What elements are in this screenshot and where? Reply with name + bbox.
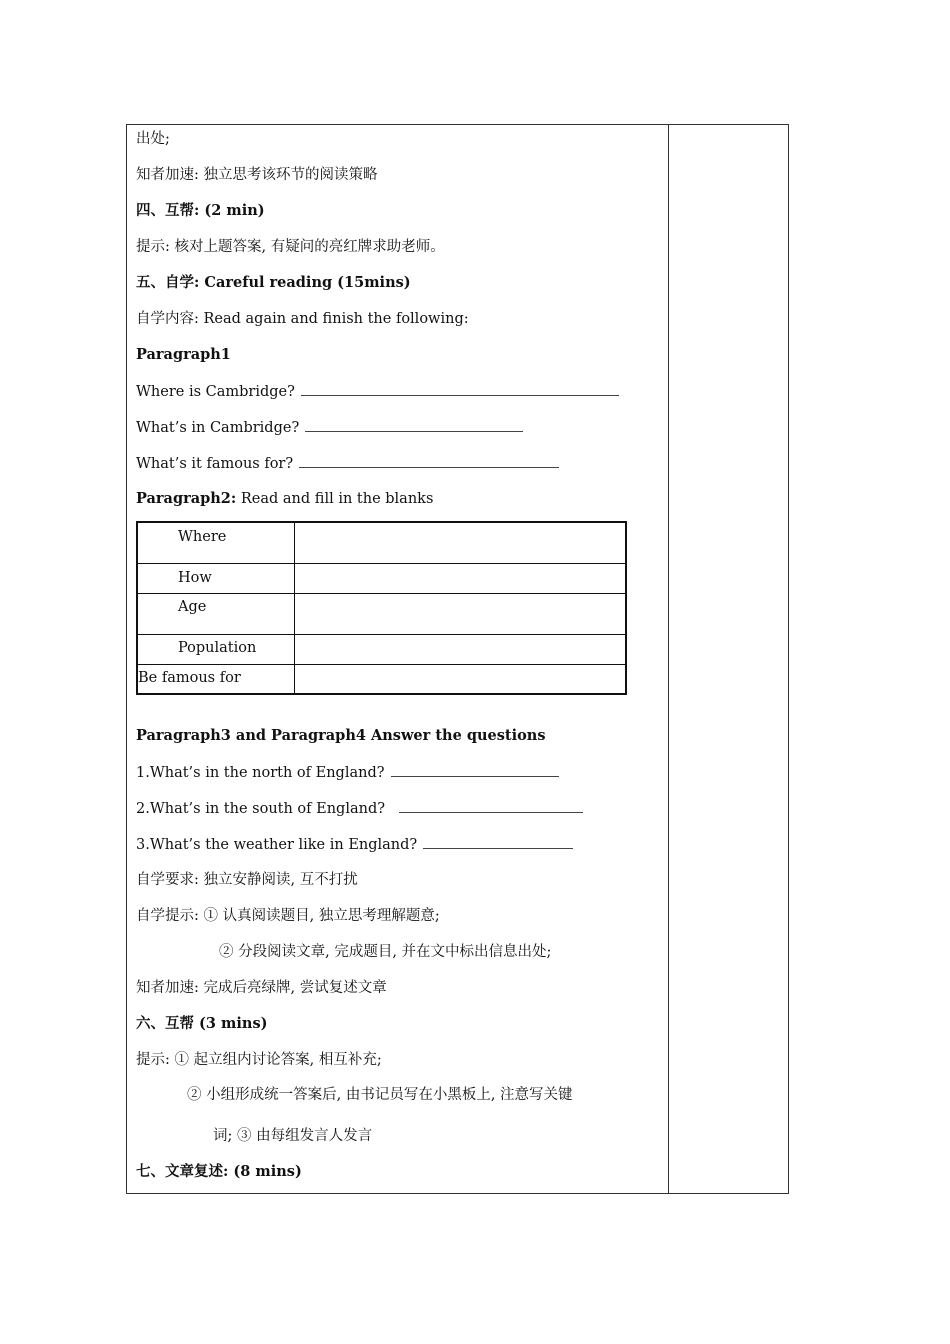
table-row (138, 594, 625, 635)
text-line: ② 小组形成统一答案后, 由书记员写在小黑板上, 注意写关键 (187, 1087, 573, 1103)
text-line: 提示: 核对上题答案, 有疑问的亮红牌求助老师。 (136, 239, 445, 255)
question-text: Where is Cambridge? (136, 384, 295, 400)
table-row-label: How (178, 570, 212, 586)
answer-blank[interactable] (391, 762, 559, 777)
table-row-label: Age (178, 599, 207, 615)
paragraph-label: Paragraph2: (136, 490, 237, 507)
lesson-plan-table (126, 124, 789, 1194)
text-line: 自学要求: 独立安静阅读, 互不打扰 (136, 872, 358, 888)
paragraph-instruction: Read and fill in the blanks (236, 491, 434, 507)
fill-in-table (136, 521, 627, 695)
question-line (136, 798, 583, 819)
section-heading: 五、自学: Careful reading (15mins) (136, 274, 411, 291)
question-line (136, 381, 619, 402)
answer-blank[interactable] (399, 798, 583, 813)
table-row-label: Be famous for (138, 670, 241, 686)
table-row (138, 523, 625, 564)
question-line (136, 762, 559, 783)
section-heading: 七、文章复述: (8 mins) (136, 1163, 302, 1180)
text-line: 自学提示: ① 认真阅读题目, 独立思考理解题意; (136, 908, 440, 924)
text-line: 知者加速: 独立思考该环节的阅读策略 (136, 167, 378, 183)
answer-blank[interactable] (301, 381, 619, 396)
text-line: 知者加速: 完成后亮绿牌, 尝试复述文章 (136, 980, 387, 996)
question-line (136, 834, 573, 855)
question-text: 2.What’s in the south of England? (136, 801, 386, 817)
table-row (138, 564, 625, 594)
paragraph-heading (136, 489, 433, 509)
table-row-label: Where (178, 529, 227, 545)
question-text: 1.What’s in the north of England? (136, 765, 385, 781)
table-row (138, 635, 625, 665)
text-line: 出处; (136, 131, 170, 147)
question-text: 3.What’s the weather like in England? (136, 837, 418, 853)
paragraph-heading: Paragraph3 and Paragraph4 Answer the questions (136, 727, 546, 744)
question-line (136, 453, 559, 474)
column-divider (668, 125, 669, 1193)
question-text: What’s in Cambridge? (136, 420, 300, 436)
question-line (136, 417, 523, 438)
text-line: 提示: ① 起立组内讨论答案, 相互补充; (136, 1052, 382, 1068)
table-row (138, 665, 625, 693)
text-line: ② 分段阅读文章, 完成题目, 并在文中标出信息出处; (219, 944, 552, 960)
question-text: What’s it famous for? (136, 456, 294, 472)
paragraph-heading: Paragraph1 (136, 346, 231, 363)
section-heading: 四、互帮: (2 min) (136, 202, 265, 219)
text-line: 词; ③ 由每组发言人发言 (213, 1128, 373, 1144)
table-row-label: Population (178, 640, 257, 656)
answer-blank[interactable] (299, 453, 559, 468)
section-heading: 六、互帮 (3 mins) (136, 1015, 268, 1032)
answer-blank[interactable] (423, 834, 573, 849)
answer-blank[interactable] (305, 417, 523, 432)
text-line: 自学内容: Read again and finish the following: (136, 311, 469, 327)
